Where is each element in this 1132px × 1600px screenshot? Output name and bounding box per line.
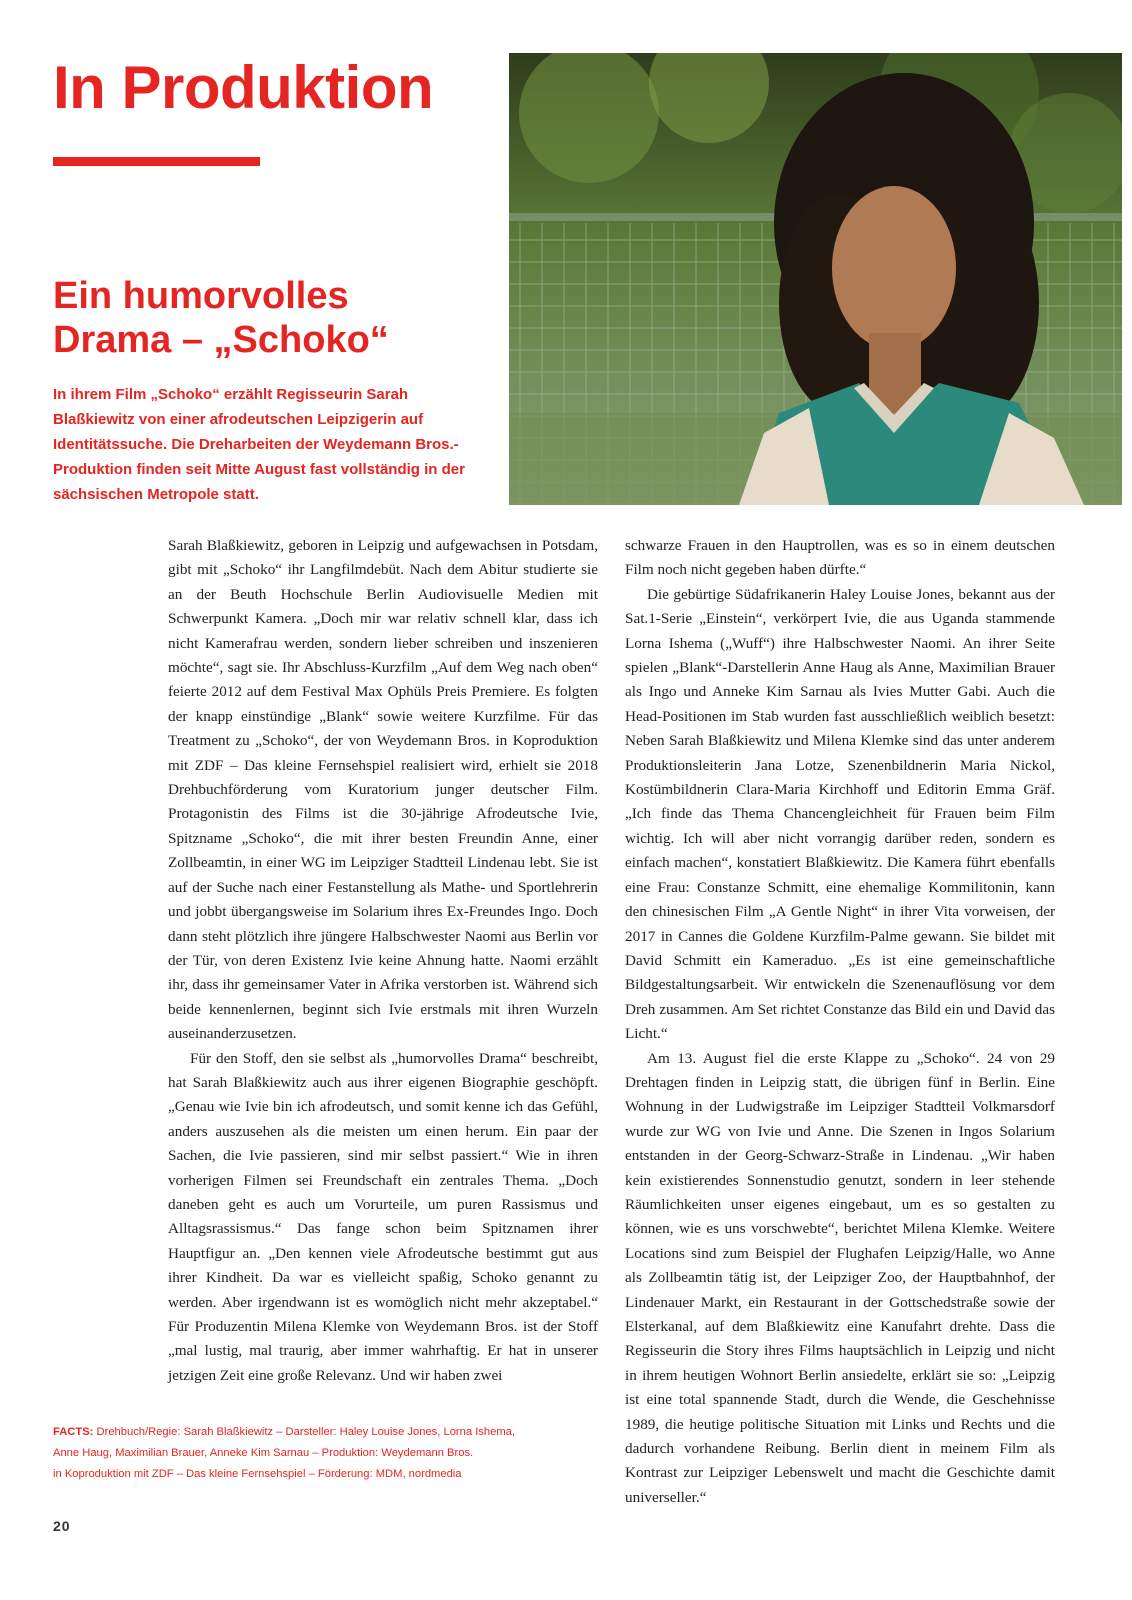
film-still-photo [509,53,1122,505]
facts-line-1: Drehbuch/Regie: Sarah Blaßkiewitz – Darsteller: Haley Louise Jones, Lorna Ishema, [96,1426,516,1438]
body-paragraph: Die gebürtige Südafrikanerin Haley Louise Jones, bekannt aus der Sat.1-Serie „Einstein“, verkörpert Ivie, die aus Uganda stammende Lorna Ishema („Wuff“) ihre Halbschwester Naomi. An ihrer Seite spielen „Blank“-Darstellerin Anne Haug als Anne, Maximilian Brauer als Ingo und Anneke Kim Sarnau als Ivies Mutter Gabi. Auch die Head-Positionen im Stab wurden fast ausschließlich weiblich besetzt: Neben Sarah Blaßkiewitz und Milena Klemke sind das unter anderem Produktionsleiterin Jana Lotze, Szenenbildnerin Maria Nickol, Kostümbildnerin Clara-Maria Kirchhoff und Editorin Emma Gräf. „Ich finde das Thema Chancengleichheit für Frauen beim Film wichtig. Ich will aber nicht vorrangig darüber reden, sondern es einfach machen“, konstatiert Blaßkiewitz. Die Kamera führt ebenfalls eine Frau: Constanze Schmitt, eine ehemalige Kommilitonin, kann den chinesischen Film „A Gentle Night“ in ihrer Vita vorweisen, der 2017 in Cannes die Goldene Kurzfilm-Palme gewann. Sie bildet mit David Schmitt ein Kameraduo. „Es ist eine gemeinschaftliche Bildgestaltungsarbeit. Wir entwickeln die Szenenauflösung vor dem Dreh zusammen. Am Set richtet Constanze das Bild ein und David das Licht.“ [625,585,1055,1043]
article-column-2 [625,534,1055,1510]
headline-line-2: Drama – „Schoko“ [53,319,389,361]
page-number: 20 [53,1518,71,1534]
facts-line-3: in Koproduktion mit ZDF – Das kleine Fernsehspiel – Förderung: MDM, nordmedia [53,1468,462,1480]
facts-box [53,1422,553,1485]
body-paragraph: Für den Stoff, den sie selbst als „humorvolles Drama“ beschreibt, hat Sarah Blaßkiewitz auch aus ihrer eigenen Biographie geschöpft. „Genau wie Ivie bin ich afrodeutsch, und somit kenne ich das Gefühl, anders auszusehen als die meisten um einen herum. Ein paar der Sachen, die Ivie passieren, sind mir selbst passiert.“ Wie in ihren vorherigen Filmen sei Freundschaft ein zentrales Thema. „Doch daneben geht es auch um Vorurteile, um puren Rassismus und Alltagsrassismus.“ Das fange schon beim Spitznamen ihrer Hauptfigur an. „Den kennen viele Afrodeutsche bestimmt gut aus ihrer Kindheit. Da war es vielleicht spaßig, Schoko genannt zu werden. Aber irgendwann ist es womöglich nicht mehr akzeptabel.“ Für Produzentin Milena Klemke von Weydemann Bros. ist der Stoff „mal lustig, mal traurig, aber immer wahrhaftig. Er hat in unserer jetzigen Zeit eine große Relevanz. Und wir haben zwei [168,1049,598,1384]
section-kicker: In Produktion [53,54,434,121]
facts-label: FACTS: [53,1426,94,1438]
article-headline [53,274,493,362]
body-paragraph: Am 13. August fiel die erste Klappe zu „Schoko“. 24 von 29 Drehtagen finden in Leipzig statt, die übrigen fünf in Berlin. Eine Wohnung in der Ludwigstraße im Leipziger Stadtteil Volkmarsdorf wurde zur WG von Ivie und Anne. Die Szenen in Ingos Solarium entstanden in der Georg-Schwarz-Straße in Lindenau. „Wir haben kein existierendes Sonnenstudio genutzt, sondern in leer stehende Räumlichkeiten unser eigenes eingebaut, um es so gestalten zu können, wie es uns vorschwebte“, berichtet Milena Klemke. Weitere Locations sind zum Beispiel der Flughafen Leipzig/Halle, wo Anne als Zollbeamtin tätig ist, der Leipziger Zoo, der Hauptbahnhof, der Lindenauer Markt, ein Restaurant in der Gottschedstraße sowie der Elsterkanal, auf dem Blaßkiewitz eine Kanufahrt drehte. Dass die Regisseurin die Story ihres Films hauptsächlich in Leipzig und nicht in ihrem heutigen Wohnort Berlin ansiedelte, erklärt sie so: „Leipzig ist eine total spannende Stadt, durch die Wende, die Geschehnisse 1989, die heutige politische Situation mit Links und Rechts und die dadurch vorhandene Reibung. Berlin dient in meinem Film als Kontrast zur Leipziger Lebenswelt und macht die Geschichte damit universeller.“ [625,1049,1055,1506]
article-column-1 [168,534,598,1388]
film-still-illustration [509,53,1122,505]
headline-line-1: Ein humorvolles [53,275,349,317]
body-paragraph: schwarze Frauen in den Hauptrollen, was es so in einem deutschen Film noch nicht gegeben haben dürfte.“ [625,537,1055,579]
body-paragraph: Sarah Blaßkiewitz, geboren in Leipzig und aufgewachsen in Potsdam, gibt mit „Schoko“ ihr Langfilmdebüt. Nach dem Abitur studierte sie an der Beuth Hochschule Berlin Audiovisuelle Medien mit Schwerpunkt Kamera. „Doch mir war relativ schnell klar, dass ich nicht Kamerafrau werden, sondern lieber schreiben und inszenieren möchte“, sagt sie. Ihr Abschluss-Kurzfilm „Auf dem Weg nach oben“ feierte 2012 auf dem Festival Max Ophüls Preis Premiere. Es folgten der knapp einstündige „Blank“ sowie weitere Kurzfilme. Für das Treatment zu „Schoko“, der von Weydemann Bros. in Koproduktion mit ZDF – Das kleine Fernsehspiel realisiert wird, erhielt sie 2018 Drehbuchförderung vom Kuratorium junger deutscher Film. Protagonistin des Films ist die 30-jährige Afrodeutsche Ivie, Spitzname „Schoko“, die mit ihrer besten Freundin Anne, einer Zollbeamtin, in einer WG im Leipziger Stadtteil Lindenau lebt. Sie ist auf der Suche nach einer Festanstellung als Mathe- und Sportlehrerin und jobbt übergangsweise im Solarium ihres Ex-Freundes Ingo. Doch dann steht plötzlich ihre jüngere Halbschwester Naomi aus Berlin vor der Tür, von deren Existenz Ivie keine Ahnung hatte. Naomi erzählt ihr, dass ihr gemeinsamer Vater in Afrika verstorben ist. Während sich beide kennenlernen, beginnt sich Ivie erstmals mit ihren Wurzeln auseinanderzusetzen. [168,537,598,1043]
facts-line-2: Anne Haug, Maximilian Brauer, Anneke Kim Sarnau – Produktion: Weydemann Bros. [53,1447,474,1459]
kicker-underline [53,157,260,166]
article-lead: In ihrem Film „Schoko“ erzählt Regisseurin Sarah Blaßkiewitz von einer afrodeutschen Leipzigerin auf Identitätssuche. Die Dreharbeiten der Weydemann Bros.-Produktion finden seit Mitte August fast vollständig in der sächsischen Metropole statt. [53,386,465,503]
